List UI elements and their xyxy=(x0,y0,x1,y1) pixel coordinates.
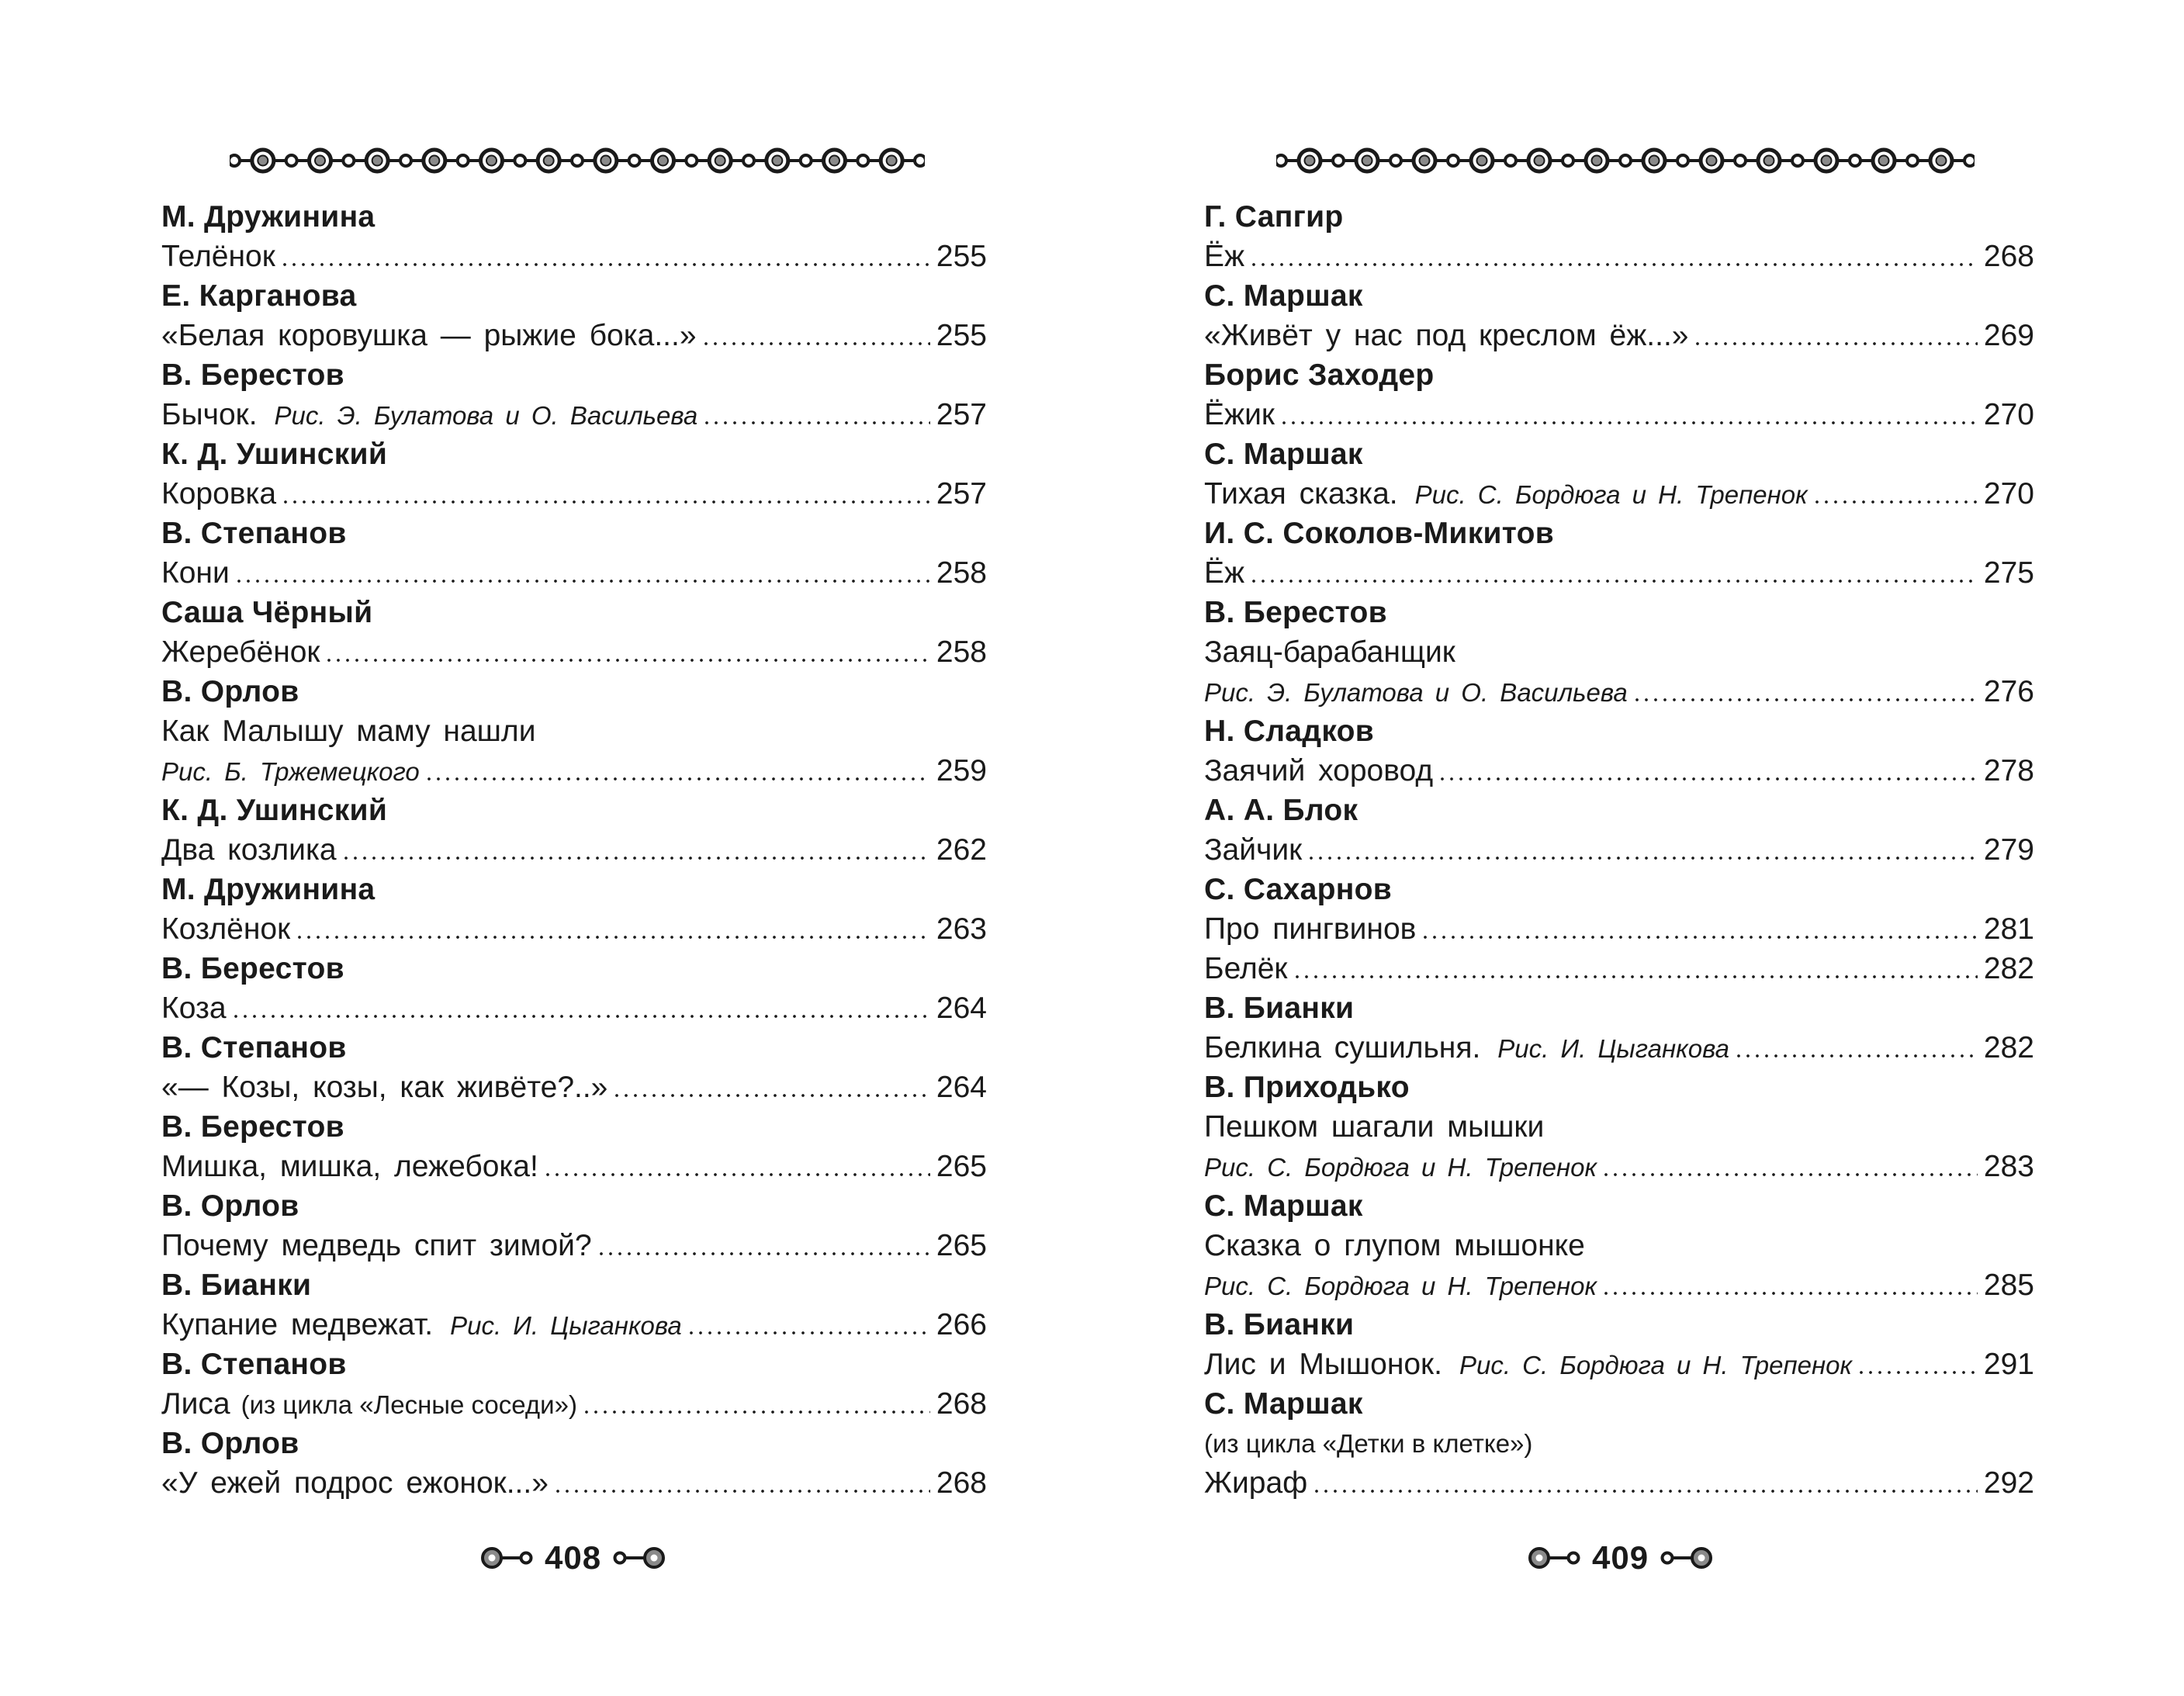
chain-bead xyxy=(686,155,697,166)
toc-line[interactable] xyxy=(161,395,987,434)
chain-ring-center xyxy=(1649,156,1660,166)
chain-bead xyxy=(1563,155,1573,166)
page-ref: 283 xyxy=(1983,1150,2034,1183)
dot-leader xyxy=(1279,421,1978,424)
toc-entry xyxy=(1204,1384,2034,1503)
chain-ring-center xyxy=(1879,156,1889,166)
page-ref: 281 xyxy=(1983,912,2034,946)
illustrator-credit: Рис. Б. Тржемецкого xyxy=(161,757,420,786)
page-ref: 258 xyxy=(936,635,987,669)
toc-line[interactable] xyxy=(161,830,987,870)
toc-entry xyxy=(161,672,987,791)
footer-ornament-left xyxy=(481,1542,535,1573)
work-title: Белёк xyxy=(1204,952,1288,985)
chain-bead xyxy=(1964,155,1975,166)
toc-line[interactable] xyxy=(1204,1226,2034,1265)
page-ref: 269 xyxy=(1983,319,2034,352)
author-name: М. Дружинина xyxy=(161,873,376,906)
page-ref: 257 xyxy=(936,398,987,431)
work-title: Заячий хоровод xyxy=(1204,754,1434,787)
illustrator-credit: Рис. И. Цыганкова xyxy=(450,1311,682,1340)
toc-entry xyxy=(161,355,987,434)
page-footer xyxy=(481,1539,665,1577)
page-ref: 279 xyxy=(1983,833,2034,867)
author-name: К. Д. Ушинский xyxy=(161,438,388,471)
chain-bead xyxy=(458,155,469,166)
dot-leader xyxy=(295,936,930,939)
toc-line[interactable] xyxy=(1204,751,2034,791)
page-ref: 268 xyxy=(1983,240,2034,273)
dot-leader xyxy=(612,1094,930,1097)
toc-line[interactable] xyxy=(1204,1107,2034,1147)
dot-leader xyxy=(702,421,930,424)
chain-bead xyxy=(1735,155,1746,166)
chain-ring-center xyxy=(715,156,725,166)
chain-ring-center xyxy=(372,156,382,166)
toc-line[interactable] xyxy=(1204,1424,2034,1463)
page-ref: 255 xyxy=(936,319,987,352)
work-title: Почему медведь спит зимой? xyxy=(161,1229,592,1262)
author-name: В. Приходько xyxy=(1204,1071,1410,1104)
dot-leader xyxy=(341,857,930,860)
work-title: Кони xyxy=(161,556,230,590)
toc-line[interactable] xyxy=(161,474,987,514)
author-name: В. Берестов xyxy=(161,358,344,392)
toc-line[interactable] xyxy=(161,909,987,949)
page-ref: 255 xyxy=(936,240,987,273)
toc-entry xyxy=(161,949,987,1028)
author-name: В. Орлов xyxy=(161,1427,299,1460)
chain-bead xyxy=(286,155,297,166)
work-title: «Белая коровушка — рыжие бока...» xyxy=(161,319,697,352)
chain-bead xyxy=(1907,155,1918,166)
work-title: «Живёт у нас под креслом ёж...» xyxy=(1204,319,1689,352)
toc-line[interactable] xyxy=(1204,1265,2034,1305)
chain-bead xyxy=(230,155,240,166)
chain-ring-center xyxy=(658,156,668,166)
toc-line[interactable] xyxy=(161,988,987,1028)
dot-leader xyxy=(1857,1371,1978,1374)
toc-line[interactable] xyxy=(161,316,987,355)
author-name: Е. Карганова xyxy=(161,279,357,313)
work-title: Сказка о глупом мышонке xyxy=(1204,1229,1585,1262)
dot-leader xyxy=(231,1015,930,1018)
page-ref: 257 xyxy=(936,477,987,511)
page-number: 408 xyxy=(545,1539,602,1576)
page-ref: 268 xyxy=(936,1387,987,1421)
dot-leader xyxy=(281,500,930,504)
toc-line[interactable] xyxy=(161,751,987,791)
toc-entry xyxy=(161,1186,987,1265)
toc-entry xyxy=(161,593,987,672)
dot-leader xyxy=(424,777,930,781)
toc-line[interactable] xyxy=(1204,672,2034,711)
cycle-note: (из цикла «Детки в клетке») xyxy=(1204,1429,1533,1458)
toc-line[interactable] xyxy=(161,1147,987,1186)
dot-leader xyxy=(1307,857,1978,860)
footer-ornament-right xyxy=(1658,1542,1712,1573)
chain-ring-center xyxy=(772,156,782,166)
dot-leader xyxy=(1812,500,1978,504)
work-title: Ёжик xyxy=(1204,398,1275,431)
page-ref: 292 xyxy=(1983,1466,2034,1500)
work-title: Козлёнок xyxy=(161,912,291,946)
chain-bead xyxy=(572,155,583,166)
work-title: «— Козы, козы, как живёте?..» xyxy=(161,1071,608,1104)
work-title: Пешком шагали мышки xyxy=(1204,1110,1545,1144)
chain-ring-center xyxy=(887,156,897,166)
author-name: Саша Чёрный xyxy=(161,596,373,629)
chain-bead xyxy=(857,155,868,166)
toc-entry xyxy=(161,1028,987,1107)
page-footer xyxy=(1528,1539,1712,1577)
toc-entry xyxy=(161,276,987,355)
author-name: В. Бианки xyxy=(1204,1308,1355,1341)
toc-entry xyxy=(1204,870,2034,988)
author-name: Н. Сладков xyxy=(1204,715,1375,748)
work-title: Купание медвежат. xyxy=(161,1308,434,1341)
dot-leader xyxy=(701,342,930,345)
page-ref: 282 xyxy=(1983,1031,2034,1064)
chain-ring-center xyxy=(486,156,497,166)
footer-ornament-left xyxy=(1528,1542,1583,1573)
chain-bead xyxy=(801,155,812,166)
dot-leader xyxy=(1601,1292,1978,1295)
toc-entry xyxy=(1204,514,2034,593)
page-ref: 285 xyxy=(1983,1269,2034,1302)
work-title: Белкина сушильня. xyxy=(1204,1031,1481,1064)
toc-entry xyxy=(161,514,987,593)
author-name: В. Бианки xyxy=(1204,992,1355,1025)
chain-bead xyxy=(400,155,411,166)
author-name: М. Дружинина xyxy=(161,200,376,234)
work-title: Заяц-барабанщик xyxy=(1204,635,1455,669)
author-name: Борис Заходер xyxy=(1204,358,1435,392)
chain-bead xyxy=(1850,155,1860,166)
chain-bead xyxy=(915,155,925,166)
chain-ring-center xyxy=(1305,156,1315,166)
toc-entry xyxy=(1204,988,2034,1068)
work-title: Бычок. xyxy=(161,398,258,431)
illustrator-credit: Рис. И. Цыганкова xyxy=(1497,1034,1729,1063)
toc-line[interactable] xyxy=(161,711,987,751)
dot-leader xyxy=(1601,1173,1978,1176)
toc-entry xyxy=(161,197,987,276)
page-ref: 268 xyxy=(936,1466,987,1500)
toc-line[interactable] xyxy=(1204,553,2034,593)
toc-entry xyxy=(161,791,987,870)
dot-leader xyxy=(1438,777,1978,781)
work-title: Зайчик xyxy=(1204,833,1303,867)
toc-entry xyxy=(1204,276,2034,355)
page-ref: 258 xyxy=(936,556,987,590)
work-title: «У ежей подрос ежонок...» xyxy=(161,1466,549,1500)
chain-ring-center xyxy=(1822,156,1832,166)
page-ref: 264 xyxy=(936,1071,987,1104)
work-title: Ёж xyxy=(1204,240,1245,273)
decorative-chain-border xyxy=(230,141,925,180)
page-number: 409 xyxy=(1592,1539,1649,1576)
dot-leader xyxy=(1632,698,1978,701)
author-name: И. С. Соколов-Микитов xyxy=(1204,517,1555,550)
page-ref: 276 xyxy=(1983,675,2034,708)
toc-line[interactable] xyxy=(161,553,987,593)
chain-ring-center xyxy=(601,156,611,166)
dot-leader xyxy=(553,1490,930,1493)
toc-entry xyxy=(1204,711,2034,791)
author-name: В. Орлов xyxy=(161,1189,299,1223)
work-title: Как Малышу маму нашли xyxy=(161,715,536,748)
toc-entry xyxy=(1204,434,2034,514)
dot-leader xyxy=(1293,975,1978,978)
author-name: С. Маршак xyxy=(1204,279,1363,313)
toc-line[interactable] xyxy=(1204,316,2034,355)
chain-bead xyxy=(1792,155,1803,166)
author-name: К. Д. Ушинский xyxy=(161,794,388,827)
toc-entry xyxy=(161,870,987,949)
toc-entry xyxy=(1204,1068,2034,1186)
toc-line[interactable] xyxy=(161,1068,987,1107)
author-name: В. Берестов xyxy=(161,952,344,985)
author-name: С. Маршак xyxy=(1204,438,1363,471)
author-name: Г. Сапгир xyxy=(1204,200,1344,234)
work-title: Жеребёнок xyxy=(161,635,320,669)
page-ref: 270 xyxy=(1983,398,2034,431)
page-ref: 270 xyxy=(1983,477,2034,511)
chain-bead xyxy=(629,155,640,166)
illustrator-credit: Рис. С. Бордюга и Н. Трепенок xyxy=(1459,1351,1853,1379)
chain-ring-center xyxy=(1420,156,1430,166)
toc-entry xyxy=(161,1265,987,1345)
author-name: В. Берестов xyxy=(161,1110,344,1144)
dot-leader xyxy=(1734,1054,1978,1057)
chain-ring-center xyxy=(258,156,268,166)
decorative-chain-border xyxy=(1276,141,1975,180)
chain-bead xyxy=(743,155,754,166)
toc-line[interactable] xyxy=(1204,909,2034,949)
author-name: В. Берестов xyxy=(1204,596,1387,629)
page-ref: 264 xyxy=(936,992,987,1025)
dot-leader xyxy=(1693,342,1977,345)
dot-leader xyxy=(597,1252,930,1255)
chain-ring-center xyxy=(1764,156,1774,166)
cycle-note: (из цикла «Лесные соседи») xyxy=(241,1390,577,1419)
toc-entry xyxy=(161,1345,987,1424)
toc-line[interactable] xyxy=(1204,1463,2034,1503)
toc-entry xyxy=(161,434,987,514)
work-title: Жираф xyxy=(1204,1466,1308,1500)
chain-bead xyxy=(343,155,354,166)
chain-bead xyxy=(1677,155,1688,166)
author-name: В. Орлов xyxy=(161,675,299,708)
illustrator-credit: Рис. Э. Булатова и О. Васильева xyxy=(274,401,698,430)
dot-leader xyxy=(543,1173,930,1176)
illustrator-credit: Рис. С. Бордюга и Н. Трепенок xyxy=(1204,1153,1597,1182)
toc-entry xyxy=(1204,1305,2034,1384)
chain-ring-center xyxy=(1937,156,1947,166)
illustrator-credit: Рис. С. Бордюга и Н. Трепенок xyxy=(1414,480,1808,509)
work-title: Коровка xyxy=(161,477,277,511)
toc-line[interactable] xyxy=(1204,474,2034,514)
toc-line[interactable] xyxy=(1204,1028,2034,1068)
author-name: А. А. Блок xyxy=(1204,794,1359,827)
author-name: С. Маршак xyxy=(1204,1387,1363,1421)
dot-leader xyxy=(582,1410,930,1414)
dot-leader xyxy=(687,1331,930,1334)
work-title: Мишка, мишка, лежебока! xyxy=(161,1150,538,1183)
chain-ring-center xyxy=(544,156,554,166)
chain-bead xyxy=(1276,155,1286,166)
dot-leader xyxy=(234,580,930,583)
page-ref: 282 xyxy=(1983,952,2034,985)
toc-line[interactable] xyxy=(1204,237,2034,276)
chain-ring-center xyxy=(1477,156,1487,166)
toc-line[interactable] xyxy=(161,1384,987,1424)
author-name: В. Степанов xyxy=(161,1348,347,1381)
toc-entry xyxy=(1204,791,2034,870)
chain-bead xyxy=(1390,155,1401,166)
toc-entry xyxy=(1204,355,2034,434)
page-ref: 275 xyxy=(1983,556,2034,590)
page-ref: 262 xyxy=(936,833,987,867)
toc-entry xyxy=(161,1424,987,1503)
toc-line[interactable] xyxy=(161,237,987,276)
work-title: Лис и Мышонок. xyxy=(1204,1348,1442,1381)
chain-ring-center xyxy=(1707,156,1717,166)
toc-line[interactable] xyxy=(161,1226,987,1265)
chain-ring-center xyxy=(1535,156,1545,166)
table-of-contents xyxy=(161,197,987,1503)
toc-line[interactable] xyxy=(1204,1345,2034,1384)
chain-bead xyxy=(514,155,525,166)
toc-line[interactable] xyxy=(1204,949,2034,988)
chain-ring-center xyxy=(1362,156,1372,166)
toc-line[interactable] xyxy=(161,1305,987,1345)
work-title: Два козлика xyxy=(161,833,337,867)
work-title: Ёж xyxy=(1204,556,1245,590)
toc-line[interactable] xyxy=(161,1463,987,1503)
toc-line[interactable] xyxy=(1204,1147,2034,1186)
chain-ring-center xyxy=(429,156,439,166)
chain-bead xyxy=(1448,155,1459,166)
dot-leader xyxy=(324,659,929,662)
author-name: С. Сахарнов xyxy=(1204,873,1393,906)
toc-line[interactable] xyxy=(1204,632,2034,672)
page-ref: 265 xyxy=(936,1150,987,1183)
work-title: Про пингвинов xyxy=(1204,912,1417,946)
footer-ornament-right xyxy=(611,1542,665,1573)
chain-ornament xyxy=(230,141,925,180)
work-title: Телёнок xyxy=(161,240,275,273)
chain-ornament xyxy=(1276,141,1975,180)
page-ref: 266 xyxy=(936,1308,987,1341)
chain-ring-center xyxy=(1592,156,1602,166)
chain-bead xyxy=(1620,155,1631,166)
dot-leader xyxy=(1421,936,1978,939)
toc-entry xyxy=(161,1107,987,1186)
toc-line[interactable] xyxy=(161,632,987,672)
table-of-contents xyxy=(1204,197,2034,1503)
chain-ring-center xyxy=(315,156,325,166)
toc-entry xyxy=(1204,593,2034,711)
page-ref: 259 xyxy=(936,754,987,787)
chain-ring-center xyxy=(829,156,839,166)
toc-line[interactable] xyxy=(1204,395,2034,434)
author-name: В. Степанов xyxy=(161,517,347,550)
dot-leader xyxy=(280,263,930,266)
illustrator-credit: Рис. Э. Булатова и О. Васильева xyxy=(1204,678,1628,707)
chain-bead xyxy=(1333,155,1344,166)
work-title: Коза xyxy=(161,992,227,1025)
chain-bead xyxy=(1505,155,1516,166)
work-title: Лиса xyxy=(161,1387,230,1421)
toc-entry xyxy=(1204,197,2034,276)
author-name: В. Степанов xyxy=(161,1031,347,1064)
page-ref: 265 xyxy=(936,1229,987,1262)
dot-leader xyxy=(1312,1490,1978,1493)
work-title: Тихая сказка. xyxy=(1204,477,1398,511)
page-ref: 278 xyxy=(1983,754,2034,787)
dot-leader xyxy=(1249,263,1978,266)
author-name: В. Бианки xyxy=(161,1269,312,1302)
illustrator-credit: Рис. С. Бордюга и Н. Трепенок xyxy=(1204,1272,1597,1300)
page-ref: 291 xyxy=(1983,1348,2034,1381)
page-ref: 263 xyxy=(936,912,987,946)
author-name: С. Маршак xyxy=(1204,1189,1363,1223)
toc-line[interactable] xyxy=(1204,830,2034,870)
dot-leader xyxy=(1249,580,1978,583)
toc-entry xyxy=(1204,1186,2034,1305)
